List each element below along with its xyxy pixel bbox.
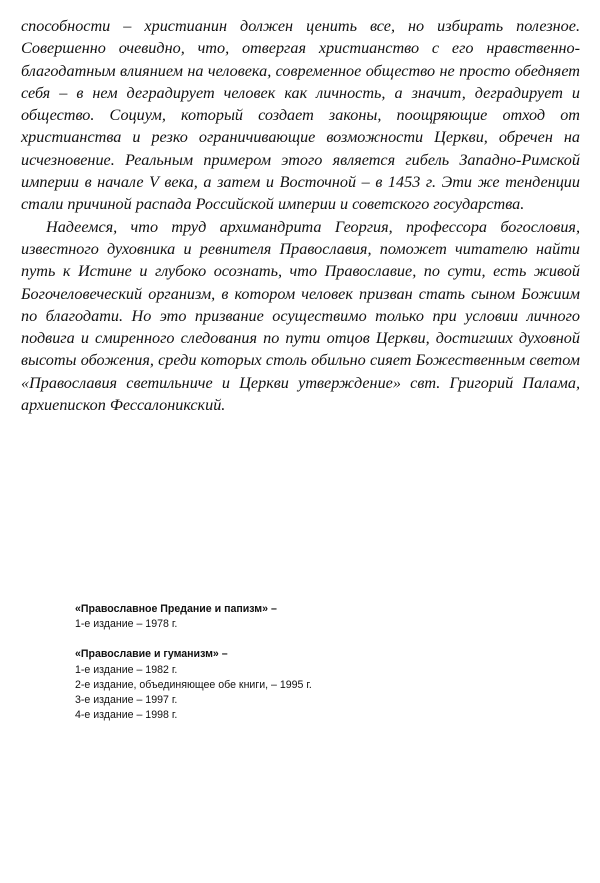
- edition-line: 4-е издание – 1998 г.: [75, 709, 178, 722]
- edition-line: 3-е издание – 1997 г.: [75, 694, 178, 707]
- edition-title: «Православное Предание и папизм» –: [75, 603, 277, 615]
- edition-line: 1-е издание – 1982 г.: [75, 663, 178, 676]
- edition-group-orthodoxy-humanism: [75, 647, 495, 723]
- paragraph-1: способности – христианин должен ценить все, но избирать полезное. Совершенно очевидно, что, отвергая христианство с его нравственно-благодатным влиянием на человека, современное общество не просто обедняет себя – в нем деградирует человек как личность, а значит, деградирует и общество. Социум, который создает законы, поощряющие отход от христианства и резко ограничивающие возможности Церкви, обречен на исчезновение. Реальным примером этого является гибель Западно-Римской империи в начале V века, а затем и Восточной – в 1453 г. Эти же тенденции стали причиной распада Российской империи и советского государства.: [21, 17, 580, 214]
- edition-group-tradition-papism: [75, 602, 495, 632]
- paragraph-2: Надеемся, что труд архимандрита Георгия, профессора богословия, известного духовника и ревнителя Православия, поможет читателю найти путь к Истине и глубоко осознать, что Православие, по сути, есть живой Богочеловеческий организм, в котором человек призван стать сыном Божиим по благодати. Но это призвание осуществимо только при условии личного подвига и смиренного следования по пути отцов Церкви, достигших духовной высоты обожения, среди которых столь обильно сияет Божественным светом «Православия светильниче и Церкви утверждение» свт. Григорий Палама, архиепископ Фессалоникский.: [21, 217, 580, 415]
- editions-info: [75, 602, 495, 738]
- main-text-block: [21, 15, 580, 416]
- edition-title: «Православие и гуманизм» –: [75, 648, 228, 661]
- edition-line: 2-е издание, объединяющее обе книги, – 1995 г.: [75, 678, 312, 691]
- edition-line: 1-е издание – 1978 г.: [75, 618, 178, 631]
